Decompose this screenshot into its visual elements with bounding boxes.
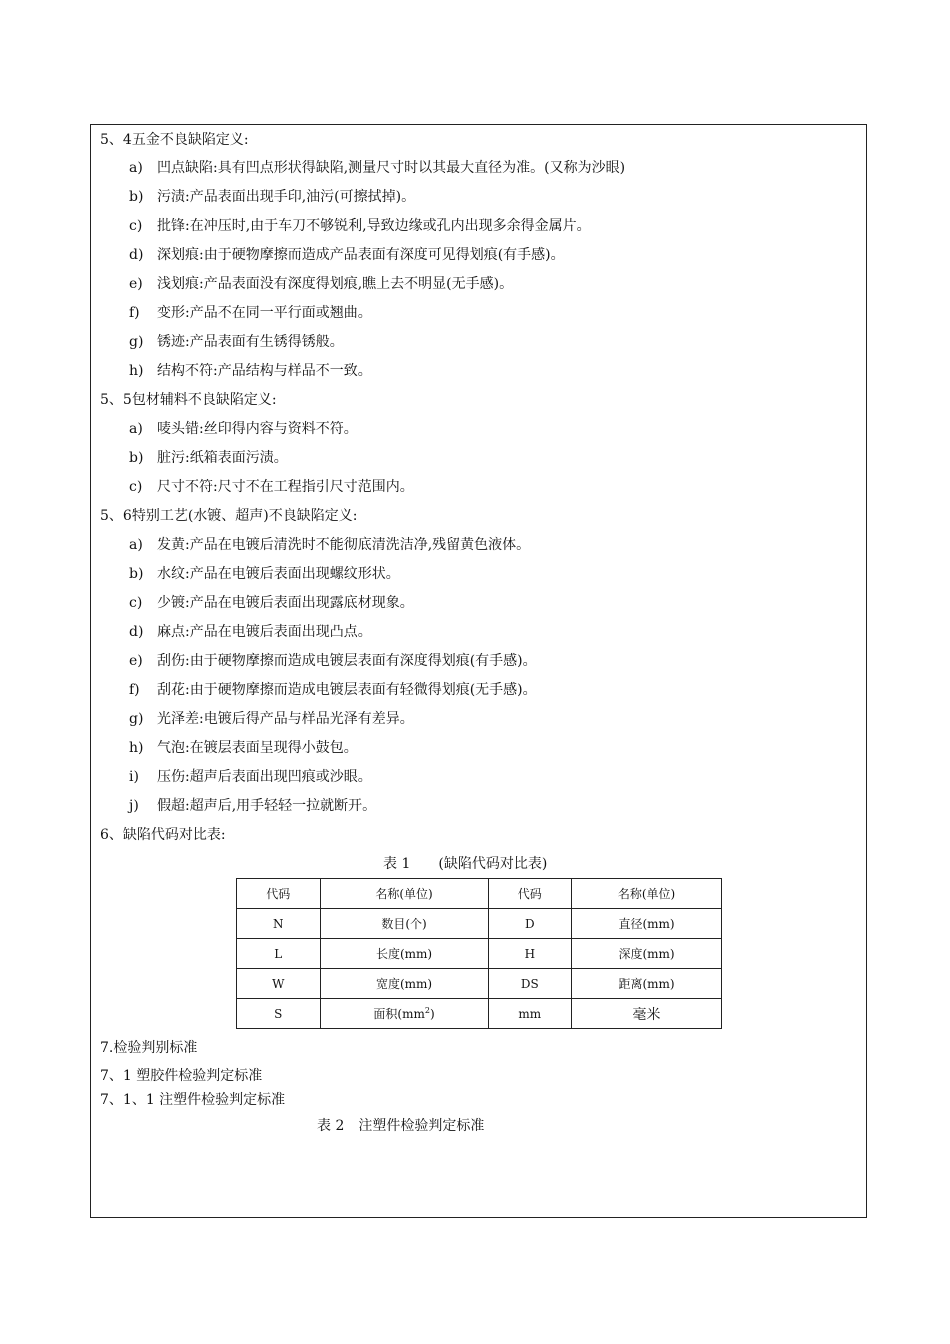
table-row	[237, 909, 722, 939]
item-label: c)	[129, 479, 143, 495]
item-label: g)	[129, 334, 144, 350]
table-cell: 长度(mm)	[320, 939, 488, 969]
item-label: f)	[129, 305, 140, 321]
item-text: 脏污:纸箱表面污渍。	[157, 450, 288, 466]
table-cell: H	[488, 939, 572, 969]
table-header-row	[237, 879, 722, 909]
item-text: 唛头错:丝印得内容与资料不符。	[157, 421, 358, 437]
item-text: 结构不符:产品结构与样品不一致。	[157, 363, 372, 379]
table-cell: 深度(mm)	[572, 939, 722, 969]
table-cell-area	[320, 999, 488, 1029]
item-text: 批锋:在冲压时,由于车刀不够锐利,导致边缘或孔内出现多余得金属片。	[157, 218, 591, 234]
item-text: 发黄:产品在电镀后清洗时不能彻底清洗洁净,残留黄色液体。	[157, 537, 531, 553]
list-item	[129, 420, 358, 438]
list-item	[129, 217, 591, 235]
list-item	[129, 565, 400, 583]
area-superscript: 2	[424, 1006, 430, 1015]
item-label: f)	[129, 682, 140, 698]
section-5-5-title: 5、5包材辅料不良缺陷定义:	[100, 392, 277, 408]
item-text: 污渍:产品表面出现手印,油污(可擦拭掉)。	[157, 189, 416, 205]
area-label: 面积(mm	[373, 1007, 425, 1021]
item-text: 光泽差:电镀后得产品与样品光泽有差异。	[157, 711, 414, 727]
list-item	[129, 710, 414, 728]
table-1-caption: 表 1 (缺陷代码对比表)	[383, 856, 548, 872]
table-cell: 直径(mm)	[572, 909, 722, 939]
list-item	[129, 652, 537, 670]
table-cell: N	[237, 909, 321, 939]
list-item	[129, 739, 358, 757]
item-text: 深划痕:由于硬物摩擦而造成产品表面有深度可见得划痕(有手感)。	[157, 247, 565, 263]
header-cell: 代码	[488, 879, 572, 909]
list-item	[129, 478, 414, 496]
table-cell: L	[237, 939, 321, 969]
table-row	[237, 939, 722, 969]
item-label: d)	[129, 247, 144, 263]
table-cell: W	[237, 969, 321, 999]
table-cell: 数目(个)	[320, 909, 488, 939]
header-cell: 名称(单位)	[320, 879, 488, 909]
list-item	[129, 333, 344, 351]
table-cell: mm	[488, 999, 572, 1029]
table-cell: D	[488, 909, 572, 939]
item-text: 刮花:由于硬物摩擦而造成电镀层表面有轻微得划痕(无手感)。	[157, 682, 537, 698]
item-label: b)	[129, 450, 144, 466]
item-label: h)	[129, 740, 144, 756]
section-7-title: 7.检验判别标准	[100, 1040, 198, 1056]
list-item	[129, 275, 513, 293]
item-text: 凹点缺陷:具有凹点形状得缺陷,测量尺寸时以其最大直径为准。(又称为沙眼)	[157, 160, 626, 176]
list-item	[129, 594, 414, 612]
section-7-1-1-title: 7、1、1 注塑件检验判定标准	[100, 1092, 286, 1108]
area-close: )	[429, 1007, 435, 1021]
list-item	[129, 768, 372, 786]
list-item	[129, 536, 530, 554]
list-item	[129, 623, 372, 641]
item-text: 水纹:产品在电镀后表面出现螺纹形状。	[157, 566, 400, 582]
list-item	[129, 159, 625, 177]
list-item	[129, 681, 537, 699]
document-frame	[90, 124, 867, 1218]
table-cell: 宽度(mm)	[320, 969, 488, 999]
item-text: 气泡:在镀层表面呈现得小鼓包。	[157, 740, 358, 756]
table-row	[237, 999, 722, 1029]
table-2-caption: 表 2 注塑件检验判定标准	[317, 1118, 485, 1134]
header-cell: 代码	[237, 879, 321, 909]
item-text: 尺寸不符:尺寸不在工程指引尺寸范围内。	[157, 479, 414, 495]
item-label: a)	[129, 537, 143, 553]
section-5-4-title: 5、4五金不良缺陷定义:	[100, 132, 249, 148]
item-label: g)	[129, 711, 144, 727]
item-label: b)	[129, 189, 144, 205]
item-label: c)	[129, 595, 143, 611]
item-text: 锈迹:产品表面有生锈得锈般。	[157, 334, 344, 350]
item-label: h)	[129, 363, 144, 379]
item-label: a)	[129, 421, 143, 437]
section-7-1-title: 7、1 塑胶件检验判定标准	[100, 1068, 263, 1084]
item-text: 刮伤:由于硬物摩擦而造成电镀层表面有深度得划痕(有手感)。	[157, 653, 537, 669]
item-label: d)	[129, 624, 144, 640]
item-text: 假超:超声后,用手轻轻一拉就断开。	[157, 798, 377, 814]
item-text: 浅划痕:产品表面没有深度得划痕,瞧上去不明显(无手感)。	[157, 276, 514, 292]
item-label: i)	[129, 769, 139, 785]
list-item	[129, 246, 565, 264]
defect-code-table	[236, 878, 722, 1029]
table-cell: 毫米	[572, 999, 722, 1029]
item-text: 变形:产品不在同一平行面或翘曲。	[157, 305, 372, 321]
table-row	[237, 969, 722, 999]
item-label: e)	[129, 653, 143, 669]
table-cell: 距离(mm)	[572, 969, 722, 999]
item-label: j)	[129, 798, 139, 814]
item-label: e)	[129, 276, 143, 292]
item-label: a)	[129, 160, 143, 176]
list-item	[129, 449, 288, 467]
table-cell: S	[237, 999, 321, 1029]
list-item	[129, 362, 372, 380]
item-text: 少镀:产品在电镀后表面出现露底材现象。	[157, 595, 414, 611]
list-item	[129, 188, 415, 206]
item-label: b)	[129, 566, 144, 582]
list-item	[129, 797, 376, 815]
table-cell: DS	[488, 969, 572, 999]
item-text: 麻点:产品在电镀后表面出现凸点。	[157, 624, 372, 640]
section-5-6-title: 5、6特别工艺(水镀、超声)不良缺陷定义:	[100, 508, 358, 524]
item-label: c)	[129, 218, 143, 234]
section-6-title: 6、缺陷代码对比表:	[100, 827, 226, 843]
item-text: 压伤:超声后表面出现凹痕或沙眼。	[157, 769, 372, 785]
list-item	[129, 304, 372, 322]
header-cell: 名称(单位)	[572, 879, 722, 909]
